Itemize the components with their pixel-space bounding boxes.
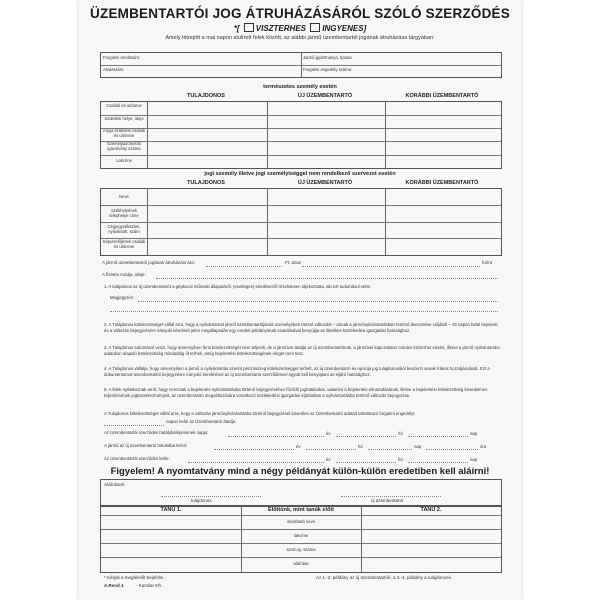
col-former-keeper: KORÁBBI ÜZEMBENTARTÓ [405,93,479,99]
warning-text: Figyelem! A nyomtatvány mind a négy példányát külön-külön eredetiben kell aláírni! [110,466,490,477]
clause-5: 5. A felek nyilatkoznak arról, hogy nemcsak a bejelentés nyilvántartásba történő bejegyzéséhez fűződő joghatásokat, valamint a bejelentés elmaradásának, illetve a bejelentési kötelezettség késedelmes teljesítésének jogkövetkezményeit, az üzembentartó megváltozására vonatkozó közlekedési igazgatási eljárásban a nyilvántartásba történő változás bejegyzése. [104,387,488,399]
year-label-2: év [296,444,301,449]
col-owner-2: TULAJDONOS [187,180,225,186]
contract-date-label: Az üzembentartói szerződés kelte: [104,456,170,461]
clause-2: 2. A Tulajdonos kötelezettséget vállal arra, hogy a nyilvántartott jármű üzembentartójának személyében történt változást – annak a járműnyilvántartásban történő átvezetése céljából – 15 napon belül bejelenti, és a változás bejegyzésére irányuló kérelmét jelen megállapodás egy eredeti példányának csatolásával benyújtja az illetékes közlekedési igazgatási hatósághoz. [104,322,499,334]
row-representative: Képviselőjének családi és utóneve [102,239,146,249]
row-company-reg: Cégjegyzékszám, nyilvántart. szám [107,224,141,234]
remark-label: Megjegyzés: [110,295,135,300]
price-label: A jármű üzembentartói jogának átruházási ára: [102,260,196,265]
witness-middle-header: Előttünk, mint tanúk előtt [268,507,334,513]
row-address: Lakcíme [116,158,132,163]
contract-type-line [78,23,522,33]
col-new-keeper: ÚJ ÜZEMBENTARTÓ [297,93,353,99]
witness-table [100,505,502,573]
confirm-text: A Tulajdonos kötelezettséget vállal arra, hogy a változás járműnyilvántartásba történő bejegyzését követően az Üzembentartó adatait tartalmazó forgalmi engedélyt [104,411,415,416]
type-paid-label: VISZTERHES [255,24,306,33]
legal-entity-table [100,188,502,256]
publisher: - Kamilar Kft. [136,583,163,588]
possession-label: A jármű az új üzembentartó birtokába kerül: [104,443,187,448]
vehicle-fields-box [100,52,502,78]
witness-row-signature: aláírása [293,561,309,566]
copies-note: Az 1.-2. példány az új üzembentartóé, a 3.-4. példány a tulajdonosé. [316,575,453,580]
registration-field[interactable]: Forgalmi engedély száma: [303,67,353,72]
type-free-label: INGYENES] [322,24,367,33]
witness-1-header: TANÚ 1. [160,507,182,513]
witness-row-id: szem.ig. száma [286,547,316,552]
witness-row-address: lakcíme [293,533,309,538]
paid-checkbox[interactable] [244,23,254,32]
row-id-card: Személyazonosító igazolvány száma [106,141,142,151]
signatures-box [100,479,502,507]
col-owner: TULAJDONOS [187,93,225,99]
hour-label: óra [480,444,487,449]
row-entity-name: Neve [119,194,129,199]
make-field[interactable]: Jármű gyártmánya, típusa: [303,55,353,60]
legal-section-title: jogi személy illetve jogi személyiséggel nem rendelkező szervezet esetén [204,171,396,177]
signatures-label: Aláírások: [104,483,126,488]
clause-1: 1. A tulajdonos az új üzembentartót a gépkocsi műszaki állapotáról, (esetleges) sérüléseiről részletesen tájékoztatta, aki ezt tudomásul vette. [104,284,372,289]
year-label-1: év [326,431,331,436]
chassis-field[interactable]: Alvázszám: [103,67,125,72]
owner-signature-label: tulajdonos [191,498,212,503]
footnote: * Kérjük a megfelelőt bejelölni. [104,575,165,580]
intro-text: Amely létrejött a mai napon alulírott felek között, az alábbi jármű üzembentartói jogának átruházása tárgyában: [165,35,435,41]
new-keeper-signature-label: új üzembentartó [371,498,404,503]
natural-person-table [100,101,502,169]
witness-2-header: TANÚ 2. [420,507,442,513]
form-title: ÜZEMBENTARTÓI JOG ÁTRUHÁZÁSÁRÓL SZÓLÓ SZERZŐDÉS [90,6,510,21]
day-label-1: nap [470,431,478,436]
col-new-keeper-2: ÚJ ÜZEMBENTARTÓ [297,180,353,186]
witness-row-name: olvasható neve [286,519,316,524]
clause-4: 4. A Tulajdonos vállalja, hogy amennyiben a jármű a nyilvántartás szerint pénzösszeg kötelezettséggel terhelt, az új üzembentartó és opciója jog tulajdonosától beszerzi annak írásos hozzájárulását. Ezt a dokumentumot üzembentartói bejegyzésre irányuló kérelmével az új üzembentartó szerződéssel együtt kell benyújtani az eljáró hatósághoz. [104,366,490,378]
forint-label: forint [482,260,493,265]
free-checkbox[interactable] [310,23,320,32]
row-name: Családi és utóneve [106,103,142,108]
effective-date-label: Az üzembentartói szerződés hatálybalépésének napja: [104,430,209,435]
col-former-keeper-2: KORÁBBI ÜZEMBENTARTÓ [405,180,479,186]
natural-section-title: természetes személy esetén [263,84,337,90]
month-label-2: hó [358,444,363,449]
plate-field[interactable]: Forgalmi rendszám: [103,55,141,60]
contract-form [78,0,522,600]
type-prefix: *[ [233,24,240,33]
day-label-2: nap [414,444,422,449]
month-label-3: hó [398,457,403,462]
clause-3: 3. A Tulajdonos tudomásul veszi, hogy amennyiben fenti kötelezettségét nem teljesíti, de a járművet átadja az új üzembentartónak, a járművel kapcsolatos minden közterhet viselni, illetve a jármű nyilvántartási adatokon alapuló kötelezettség mindaddig őt terheli, amíg bejelentési kötelezettségének eleget nem tesz. [104,345,500,357]
row-mother: Anyja születési családi és utóneve [102,128,146,138]
days-text: napon belül az Üzembentartó átadja. [166,419,237,424]
year-label-3: év [326,457,331,462]
month-label-1: hó [398,431,403,436]
payment-label: A fizetés módja, ideje: [102,272,146,277]
form-code: A.Rend 4 [104,583,124,588]
row-birth: Születési helye, ideje [104,116,144,121]
row-seat: Székhelyének telephelye címe [109,208,139,218]
day-label-3: nap [470,457,478,462]
ft-label: Ft, azaz [285,260,302,265]
